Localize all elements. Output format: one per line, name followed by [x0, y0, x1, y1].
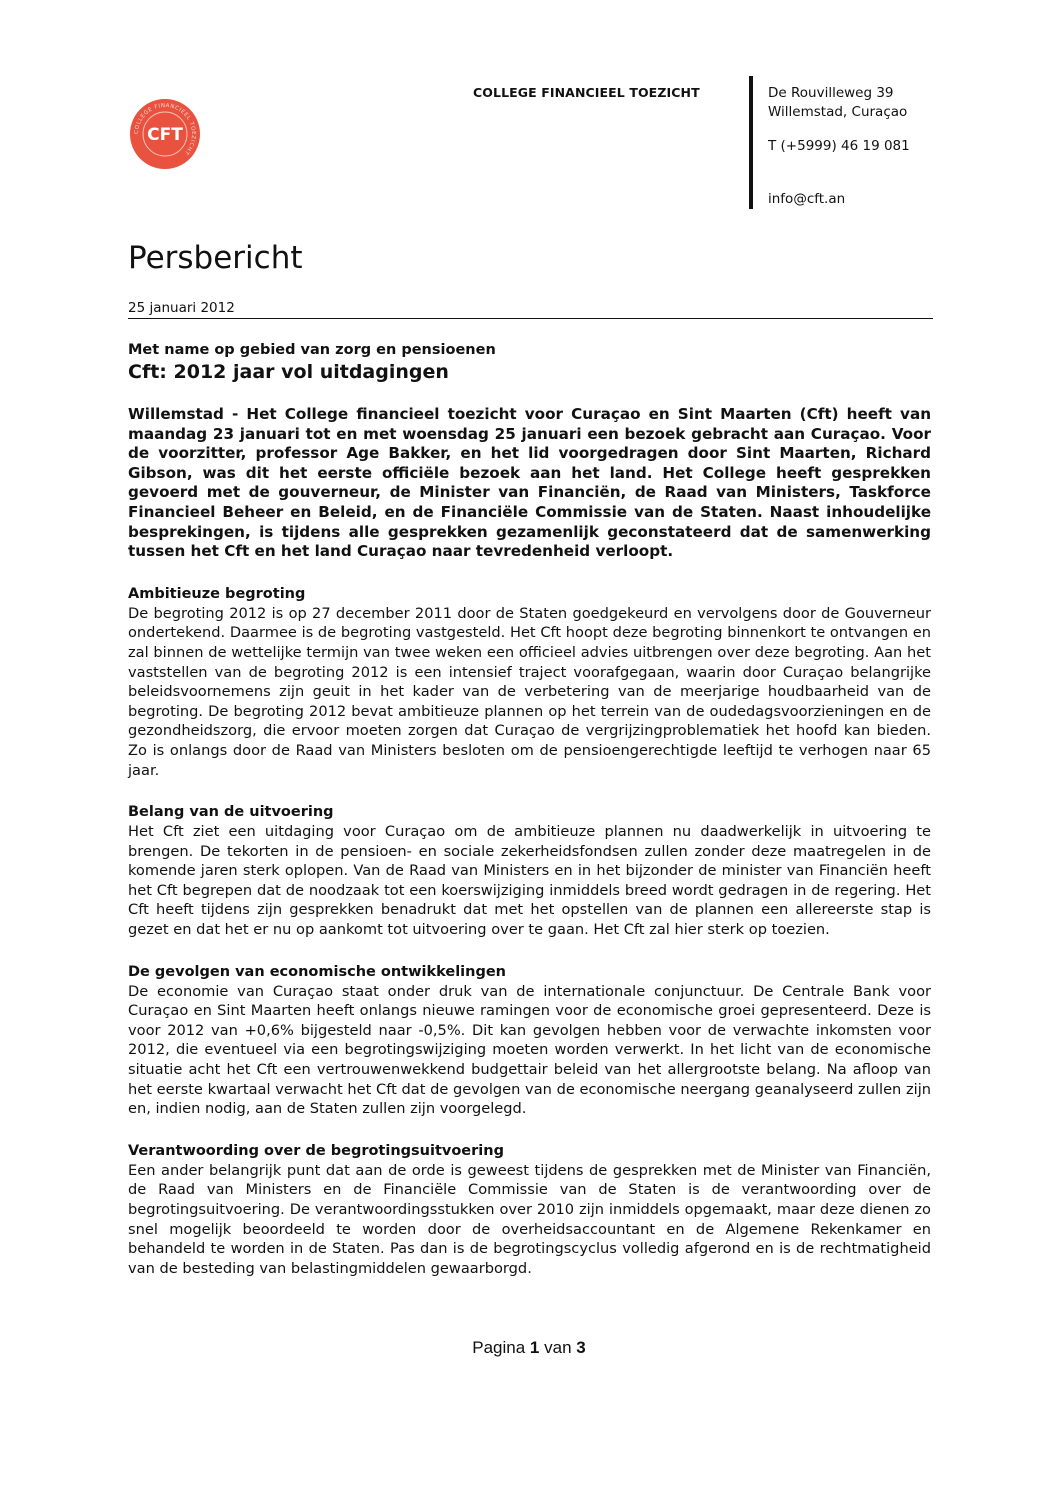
- page-number-footer: [0, 1338, 1058, 1358]
- article-body: [128, 405, 931, 1278]
- section-body: Het Cft ziet een uitdaging voor Curaçao om de ambitieuze plannen nu daadwerkelijk in uitvoering te brengen. De tekorten in de pensioen- en sociale zekerheidsfondsen zullen zonder deze maatregelen in de komende jaren sterk oplopen. Van de Raad van Ministers en in het bijzonder de minister van Financiën heeft het Cft begrepen dat de noodzaak tot een koerswijziging inmiddels breed wordt gedragen in de regering. Het Cft heeft tijdens zijn gesprekken benadrukt dat met het opstellen van de plannen een allereerste stap is gezet en dat het er nu op aankomt tot uitvoering over te gaan. Het Cft zal hier sterk op toezien.: [128, 823, 931, 939]
- org-name: COLLEGE FINANCIEEL TOEZICHT: [473, 85, 700, 100]
- section-body: De begroting 2012 is op 27 december 2011 door de Staten goedgekeurd en vervolgens door de Gouverneur ondertekend. Daarmee is de begroting vastgesteld. Het Cft hoopt deze begroting binnenkort te ontvangen en zal binnen de wettelijke termijn van twee weken een officieel advies uitbrengen over deze begroting. Aan het vaststellen van de begroting 2012 is een intensief traject voorafgegaan, waarin door Curaçao belangrijke beleidsvoornemens zijn geuit in het kader van de verbetering van de meerjarige houdbaarheid van de begroting. De begroting 2012 bevat ambitieuze plannen op het terrein van de oudedagsvoorzieningen en de gezondheidszorg, die ervoor moeten zorgen dat Curaçao de vergrijzingproblematiek het hoofd kan bieden. Zo is onlangs door de Raad van Ministers besloten om de pensioengerechtigde leeftijd te verhogen naar 65 jaar.: [128, 604, 931, 779]
- section-verantwoording: [128, 1142, 931, 1279]
- page-current: 1: [529, 1338, 540, 1357]
- document-title: Persbericht: [128, 240, 303, 276]
- page-of: van: [544, 1338, 572, 1357]
- email-address: info@cft.an: [768, 191, 846, 207]
- title-rule: [128, 318, 933, 319]
- address-city: Willemstad, Curaçao: [768, 104, 908, 120]
- page-total: 3: [576, 1338, 586, 1357]
- logo-ring-text: COLLEGE FINANCIEEL TOEZICHT: [133, 102, 197, 156]
- document-date: 25 januari 2012: [128, 300, 235, 316]
- page-label: Pagina: [472, 1338, 526, 1357]
- address-street: De Rouvilleweg 39: [768, 85, 894, 101]
- phone-number: T (+5999) 46 19 081: [768, 138, 910, 154]
- section-belang-uitvoering: [128, 803, 931, 940]
- section-economische-ontwikkelingen: [128, 963, 931, 1119]
- logo-text: CFT: [147, 125, 183, 145]
- header-divider: [749, 76, 753, 209]
- section-heading: De gevolgen van economische ontwikkelingen: [128, 963, 507, 980]
- section-heading: Verantwoording over de begrotingsuitvoering: [128, 1142, 504, 1159]
- lead-paragraph: Willemstad - Het College financieel toezicht voor Curaçao en Sint Maarten (Cft) heeft van maandag 23 januari tot en met woensdag 25 januari een bezoek gebracht aan Curaçao. Voor de voorzitter, professor Age Bakker, en het lid voorgedragen door Sint Maarten, Richard Gibson, was dit het eerste officiële bezoek aan het land. Het College heeft gesprekken gevoerd met de gouverneur, de Minister van Financiën, de Raad van Ministers, Taskforce Financieel Beheer en Beleid, en de Financiële Commissie van de Staten. Naast inhoudelijke besprekingen, is tijdens alle gesprekken gezamenlijk geconstateerd dat de samenwerking tussen het Cft en het land Curaçao naar tevredenheid verloopt.: [128, 405, 931, 561]
- section-body: De economie van Curaçao staat onder druk van de internationale conjunctuur. De Centrale Bank voor Curaçao en Sint Maarten heeft onlangs nieuwe ramingen voor de economische groei gepresenteerd. Deze is voor 2012 van +0,6% bijgesteld naar -0,5%. Dit kan gevolgen hebben voor de verwachte inkomsten voor 2012, die eventueel via een begrotingswijziging moeten worden verwerkt. In het licht van de economische situatie acht het Cft een vertrouwenwekkend budgettair beleid van het allergrootste belang. Na afloop van het eerste kwartaal verwacht het Cft dat de gevolgen van de economische neergang geanalyseerd zullen zijn en, indien nodig, aan de Staten zullen zijn voorgelegd.: [128, 982, 931, 1118]
- cft-logo: [128, 97, 202, 171]
- headline: Cft: 2012 jaar vol uitdagingen: [128, 361, 449, 383]
- section-heading: Belang van de uitvoering: [128, 804, 334, 821]
- section-heading: Ambitieuze begroting: [128, 585, 306, 602]
- section-ambitieuze-begroting: [128, 585, 931, 780]
- cft-logo-graphic: [128, 97, 202, 171]
- section-body: Een ander belangrijk punt dat aan de orde is geweest tijdens de gesprekken met de Minister van Financiën, de Raad van Ministers en de Financiële Commissie van de Staten is de verantwoording over de begrotingsuitvoering. De verantwoordingsstukken over 2010 zijn inmiddels opgemaakt, maar deze dienen zo snel mogelijk beoordeeld te worden door de overheidsaccountant en de Algemene Rekenkamer en behandeld te worden in de Staten. Pas dan is de begrotingscyclus volledig afgerond en is de rechtmatigheid van de besteding van belastingmiddelen gewaarborgd.: [128, 1161, 931, 1277]
- subheading: Met name op gebied van zorg en pensioenen: [128, 342, 496, 358]
